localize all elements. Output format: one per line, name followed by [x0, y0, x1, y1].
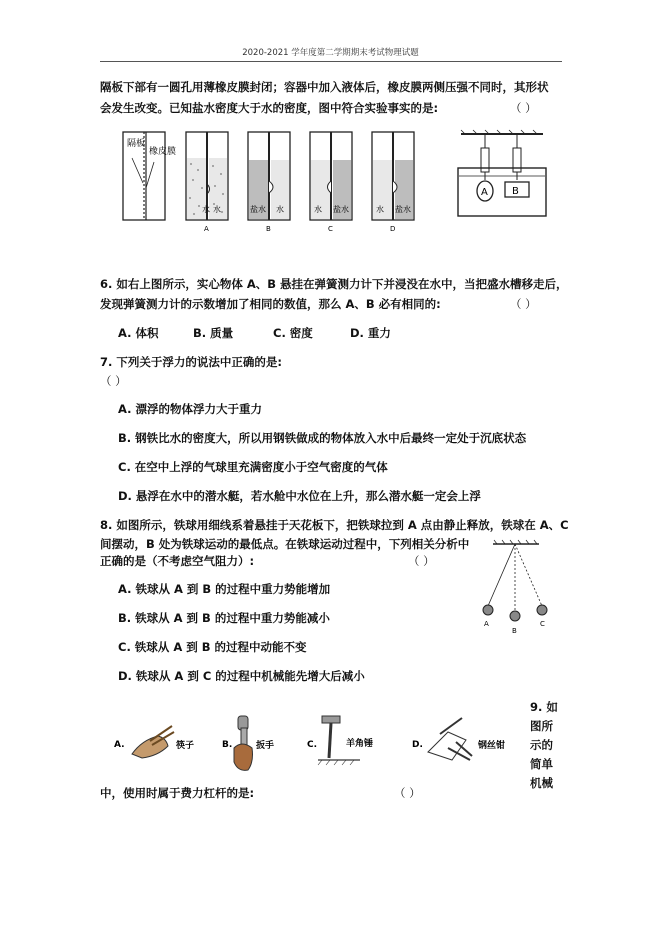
fig-d-salt: 盐水: [395, 205, 411, 214]
q8-option-d: D. 铁球从 A 到 C 的过程中机械能先增大后减小: [118, 669, 365, 683]
q8-line-1: 8. 如图所示，铁球用细线系着悬挂于天花板下，把铁球拉到 A 点由静止释放，铁球在 A、C: [100, 518, 569, 532]
label-membrane: 橡皮膜: [149, 147, 177, 157]
intro-answer-paren: （ ）: [510, 101, 537, 115]
pendulum-figure: [475, 538, 560, 638]
fig-a-water-right: 水: [213, 205, 221, 214]
q7-option-c: C. 在空中上浮的气球里充满密度小于空气密度的气体: [118, 460, 388, 474]
fig-option-b: B: [266, 225, 271, 233]
fig-b-salt: 盐水: [250, 205, 266, 214]
wrench-icon: [222, 716, 274, 770]
intro-line-2: 会发生改变。已知盐水密度大于水的密度，图中符合实验事实的是:: [100, 101, 439, 115]
chopsticks-icon: [114, 726, 194, 758]
fig-c-salt: 盐水: [333, 205, 349, 214]
fig-option-d: D: [390, 225, 396, 233]
pendulum-point-a: A: [484, 620, 489, 628]
container-option-b: [248, 132, 290, 233]
container-option-c: [310, 132, 352, 233]
container-option-d: [372, 132, 414, 233]
header-rule: [100, 61, 562, 62]
q7-option-b: B. 钢铁比水的密度大，所以用钢铁做成的物体放入水中后最终一定处于沉底状态: [118, 431, 527, 445]
q7-option-a: A. 漂浮的物体浮力大于重力: [118, 402, 262, 416]
pliers-icon: [412, 718, 505, 760]
page-header: 2020-2021 学年度第二学期期末考试物理试题: [242, 48, 419, 58]
block-a-label: A: [481, 187, 488, 198]
tool-b-letter: B.: [222, 740, 233, 750]
fig-c-water: 水: [314, 205, 322, 214]
tool-d-letter: D.: [412, 740, 423, 750]
q9-side-line-2: 图所: [530, 719, 553, 733]
q8-line-3: 正确的是（不考虑空气阻力）:: [100, 554, 255, 568]
claw-hammer-icon: [307, 716, 373, 765]
tool-c-letter: C.: [307, 740, 318, 750]
container-figure: [118, 128, 418, 236]
q6-option-b: B. 质量: [193, 326, 234, 340]
q6-option-d: D. 重力: [350, 326, 391, 340]
container-diagram-labeled: [123, 132, 176, 220]
q9-answer-paren: （ ）: [394, 786, 421, 800]
label-partition: 隔板: [127, 139, 146, 149]
tool-d-name: 钢丝钳: [478, 741, 506, 751]
q6-answer-paren: （ ）: [510, 297, 537, 311]
fig-option-a: A: [204, 225, 209, 233]
tool-a-name: 筷子: [176, 741, 195, 751]
q9-tail: 中，使用时属于费力杠杆的是:: [100, 786, 255, 800]
tools-figure: [110, 708, 520, 778]
q8-option-c: C. 铁球从 A 到 B 的过程中动能不变: [118, 640, 307, 654]
intro-line-1: 隔板下部有一圆孔用薄橡皮膜封闭；容器中加入液体后，橡皮膜两侧压强不同时，其形状: [100, 80, 549, 94]
q8-option-a: A. 铁球从 A 到 B 的过程中重力势能增加: [118, 582, 331, 596]
q9-side-line-3: 示的: [530, 738, 553, 752]
fig-b-water: 水: [276, 205, 284, 214]
q8-answer-paren: （ ）: [408, 554, 435, 568]
spring-scale-figure: [455, 128, 555, 223]
pendulum-point-c: C: [540, 620, 545, 628]
fig-option-c: C: [328, 225, 333, 233]
q8-line-2: 间摆动，B 处为铁球运动的最低点。在铁球运动过程中，下列相关分析中: [100, 537, 470, 551]
q8-option-b: B. 铁球从 A 到 B 的过程中重力势能减小: [118, 611, 330, 625]
q6-line-1: 6. 如右上图所示，实心物体 A、B 悬挂在弹簧测力计下并浸没在水中，当把盛水槽移走后，: [100, 277, 568, 291]
tool-c-name: 羊角锤: [346, 739, 374, 749]
tool-b-name: 扳手: [256, 741, 275, 751]
q7-stem: 7. 下列关于浮力的说法中正确的是:: [100, 355, 282, 369]
q6-option-c: C. 密度: [273, 326, 313, 340]
q9-side-line-5: 机械: [530, 776, 553, 790]
q9-side-line-1: 9. 如: [530, 700, 558, 714]
container-option-a: [186, 132, 228, 233]
fig-a-water-left: 水: [202, 205, 210, 214]
block-b-label: B: [512, 186, 519, 197]
q9-side-text: [530, 698, 558, 793]
q7-answer-paren: （ ）: [100, 374, 127, 388]
q6-option-a: A. 体积: [118, 326, 159, 340]
q6-line-2: 发现弹簧测力计的示数增加了相同的数值，那么 A、B 必有相同的:: [100, 297, 441, 311]
q7-option-d: D. 悬浮在水中的潜水艇，若水舱中水位在上升，那么潜水艇一定会上浮: [118, 489, 481, 503]
pendulum-point-b: B: [512, 627, 517, 635]
tool-a-letter: A.: [114, 740, 125, 750]
fig-d-water: 水: [376, 205, 384, 214]
q9-side-line-4: 简单: [530, 757, 553, 771]
